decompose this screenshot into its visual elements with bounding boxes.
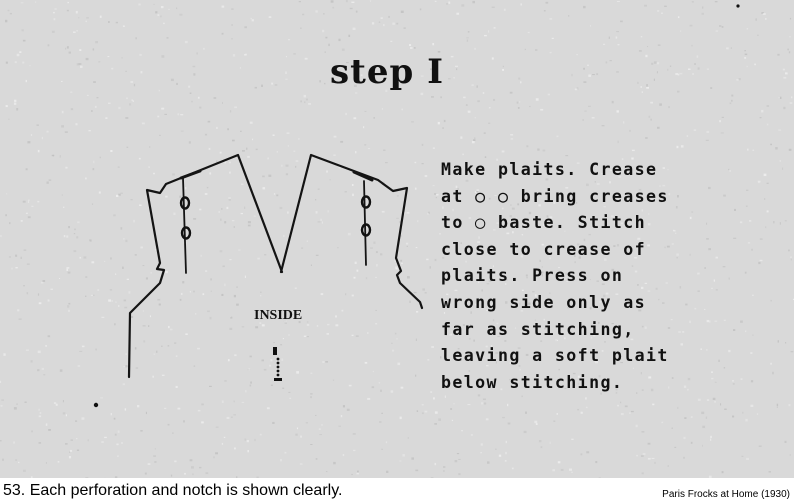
instruction-line: to ◯ baste. Stitch bbox=[441, 213, 647, 233]
right-plait-line bbox=[364, 181, 366, 265]
instruction-line: plaits. Press on bbox=[441, 266, 624, 286]
instruction-text bbox=[441, 157, 691, 396]
instruction-line: below stitching. bbox=[441, 372, 624, 392]
instruction-line: wrong side only as bbox=[441, 292, 647, 312]
instruction-line: close to crease of bbox=[441, 239, 647, 259]
perforation-circle bbox=[362, 197, 370, 208]
step-heading: step I bbox=[330, 52, 444, 92]
left-bodice-outline bbox=[129, 155, 282, 377]
perforation-circle bbox=[181, 198, 189, 209]
instruction-line: leaving a soft plait bbox=[441, 346, 669, 366]
right-bodice-outline bbox=[281, 155, 422, 308]
instruction-line: far as stitching, bbox=[441, 319, 635, 339]
perforation-circle bbox=[182, 228, 190, 239]
instruction-line: at ○ ○ bring creases bbox=[441, 186, 669, 206]
diagram-label: INSIDE bbox=[254, 308, 303, 323]
left-plait-line bbox=[183, 178, 186, 273]
instruction-line: Make plaits. Crease bbox=[441, 160, 658, 179]
figure-caption: 53. Each perforation and notch is shown clearly. bbox=[3, 482, 343, 499]
source-credit: Paris Frocks at Home (1930) bbox=[662, 489, 790, 500]
